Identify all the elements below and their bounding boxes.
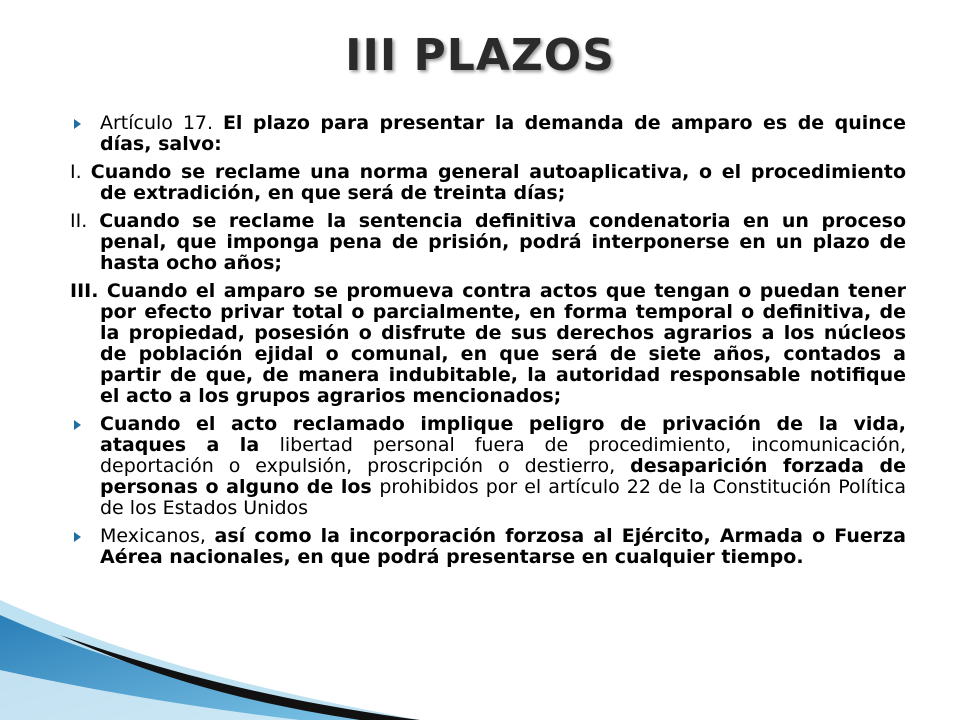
slide-body bbox=[70, 113, 906, 575]
text-segment: libertad personal fuera de procedimiento, incomunicación, deportación o expulsión, proscripción o destierro, bbox=[100, 434, 906, 477]
bullet-arrow-icon bbox=[74, 119, 81, 129]
text-segment: Mexicanos, bbox=[100, 525, 215, 547]
paragraph-articulo-17 bbox=[70, 113, 906, 155]
text-segment: Cuando se reclame una norma general autoaplicativa, o el procedimiento de extradición, en que será de treinta días; bbox=[90, 161, 906, 204]
text-segment: III. Cuando el amparo se promueva contra actos que tengan o puedan tener por efecto privar total o parcialmente, en forma temporal o definitiva, de la propiedad, posesión o disfrute de sus derechos agrarios a los núcleos de población ejidal o comunal, en que será de siete años, contados a partir de que, de manera indubitable, la autoridad responsable notifique el acto a los grupos agrarios mencionados; bbox=[70, 280, 906, 407]
text-segment: Cuando el acto reclamado implique peligro de privación de la vida, ataques a la bbox=[100, 413, 906, 456]
decorative-wave-graphic bbox=[0, 580, 420, 720]
bullet-arrow-icon bbox=[74, 532, 81, 542]
bullet-arrow-icon bbox=[74, 420, 81, 430]
paragraph-fraccion-i bbox=[70, 162, 906, 204]
text-segment: Artículo 17. bbox=[100, 112, 223, 134]
text-segment: así como la incorporación forzosa al Ejército, Armada o Fuerza Aérea nacionales, en que podrá presentarse en cualquier tiempo. bbox=[100, 525, 906, 568]
text-segment: II. bbox=[70, 210, 100, 232]
paragraph-mexicanos bbox=[70, 526, 906, 568]
paragraph-peligro-vida bbox=[70, 414, 906, 519]
paragraph-fraccion-iii bbox=[70, 281, 906, 407]
text-segment: desaparición forzada de personas o alguno de los bbox=[100, 455, 906, 498]
slide-title: III PLAZOS bbox=[345, 30, 615, 81]
text-segment: El plazo para presentar la demanda de amparo es de quince días, salvo: bbox=[100, 112, 906, 155]
text-segment: I. bbox=[70, 161, 91, 183]
text-segment: Cuando se reclame la sentencia definitiva condenatoria en un proceso penal, que imponga pena de prisión, podrá interponerse en un plazo de hasta ocho años; bbox=[99, 210, 907, 274]
paragraph-fraccion-ii bbox=[70, 211, 906, 274]
text-segment: prohibidos por el artículo 22 de la Constitución Política de los Estados Unidos bbox=[100, 476, 906, 519]
